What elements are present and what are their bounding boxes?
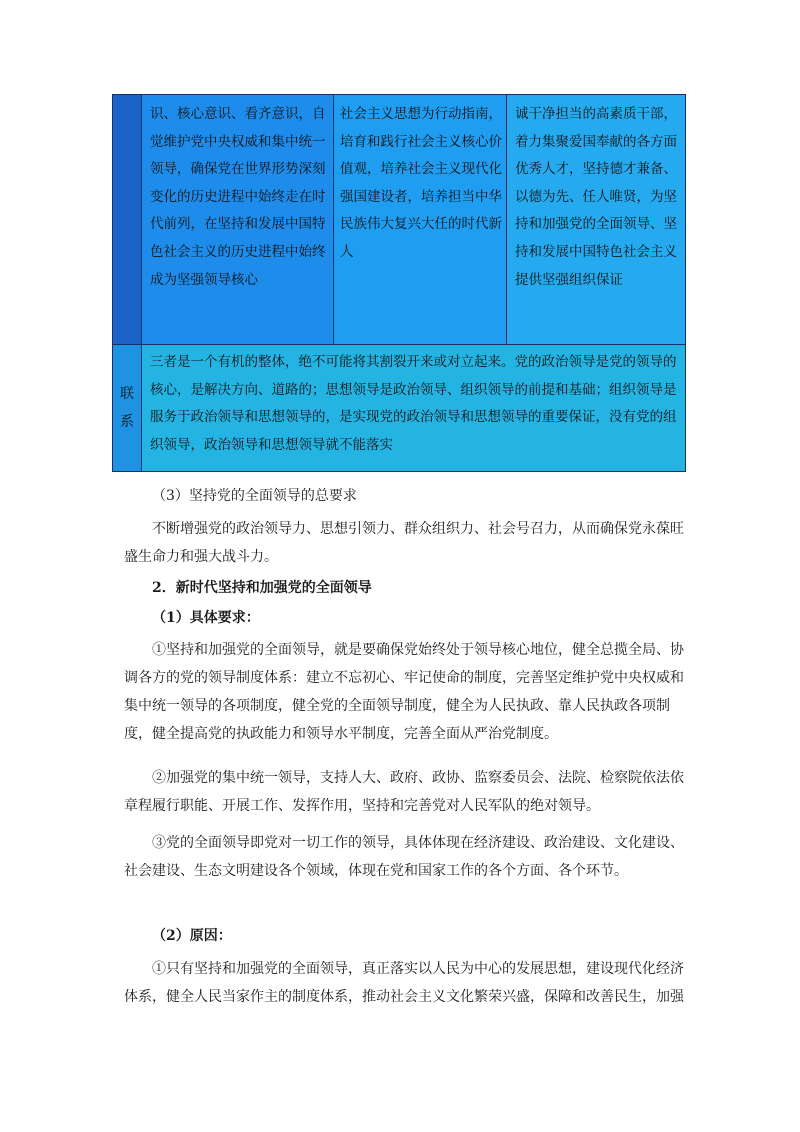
paragraph-2 [124, 764, 684, 820]
row-label-connection [112, 344, 142, 472]
paragraph-4 [124, 955, 684, 1011]
section-heading-3 [124, 482, 684, 510]
section-heading-2 [124, 574, 684, 602]
connection-content-cell: 三者是一个有机的整体，绝不可能将其割裂开来或对立起来。党的政治领导是党的领导的核心，是解决方向、道路的；思想领导是政治领导、组织领导的前提和基础；组织领导是服务于政治领导和思想领导的，是实现党的政治领导和思想领导的重要保证，没有党的组织领导，政治领导和思想领导就不能落实 [142, 344, 686, 472]
paragraph-text: 不断增强党的政治领导力、思想引领力、群众组织力、社会号召力，从而确保党永葆旺盛生命力和强大战斗力。 [124, 521, 684, 565]
heading-text: （2）原因： [152, 928, 232, 944]
subheading-reasons [124, 922, 684, 950]
ideological-leadership-cell: 社会主义思想为行动指南，培育和践行社会主义核心价值观，培养社会主义现代化强国建设者，培养担当中华民族伟大复兴大任的时代新人 [334, 94, 507, 344]
heading-text: （3）坚持党的全面领导的总要求 [152, 488, 357, 504]
paragraph-text: ③党的全面领导即党对一切工作的领导，具体体现在经济建设、政治建设、文化建设、社会建设、生态文明建设各个领域，体现在党和国家工作的各个方面、各个环节。 [124, 835, 684, 879]
paragraph-text: ②加强党的集中统一领导，支持人大、政府、政协、监察委员会、法院、检察院依法依章程履行职能、开展工作、发挥作用，坚持和完善党对人民军队的绝对领导。 [124, 770, 684, 814]
paragraph-text: ①只有坚持和加强党的全面领导，真正落实以人民为中心的发展思想，建设现代化经济体系，健全人民当家作主的制度体系，推动社会主义文化繁荣兴盛，保障和改善民生，加强 [124, 961, 684, 1005]
leadership-table [112, 94, 686, 472]
organizational-leadership-cell: 诚干净担当的高素质干部，着力集聚爱国奉献的各方面优秀人才，坚持德才兼备、以德为先、任人唯贤，为坚持和加强党的全面领导、坚持和发展中国特色社会主义提供坚强组织保证 [507, 94, 686, 344]
row-label-cell [112, 94, 142, 344]
subheading-specific-requirements [124, 604, 684, 632]
heading-text: 2．新时代坚持和加强党的全面领导 [152, 580, 372, 596]
general-requirement-paragraph [124, 515, 684, 571]
table-row [112, 94, 686, 344]
paragraph-1 [124, 636, 684, 748]
label-char: 联 [120, 386, 134, 402]
heading-text: （1）具体要求： [152, 610, 260, 626]
label-char: 系 [120, 414, 134, 430]
political-leadership-cell: 识、核心意识、看齐意识，自觉维护党中央权威和集中统一领导，确保党在世界形势深刻变化的历史进程中始终走在时代前列，在坚持和发展中国特色社会主义的历史进程中始终成为坚强领导核心 [142, 94, 334, 344]
paragraph-text: ①坚持和加强党的全面领导，就是要确保党始终处于领导核心地位，健全总揽全局、协调各方的党的领导制度体系：建立不忘初心、牢记使命的制度，完善坚定维护党中央权威和集中统一领导的各项制度，健全党的全面领导制度，健全为人民执政、靠人民执政各项制度，健全提高党的执政能力和领导水平制度，完善全面从严治党制度。 [124, 642, 684, 742]
paragraph-3 [124, 829, 684, 885]
table-row [112, 344, 686, 472]
